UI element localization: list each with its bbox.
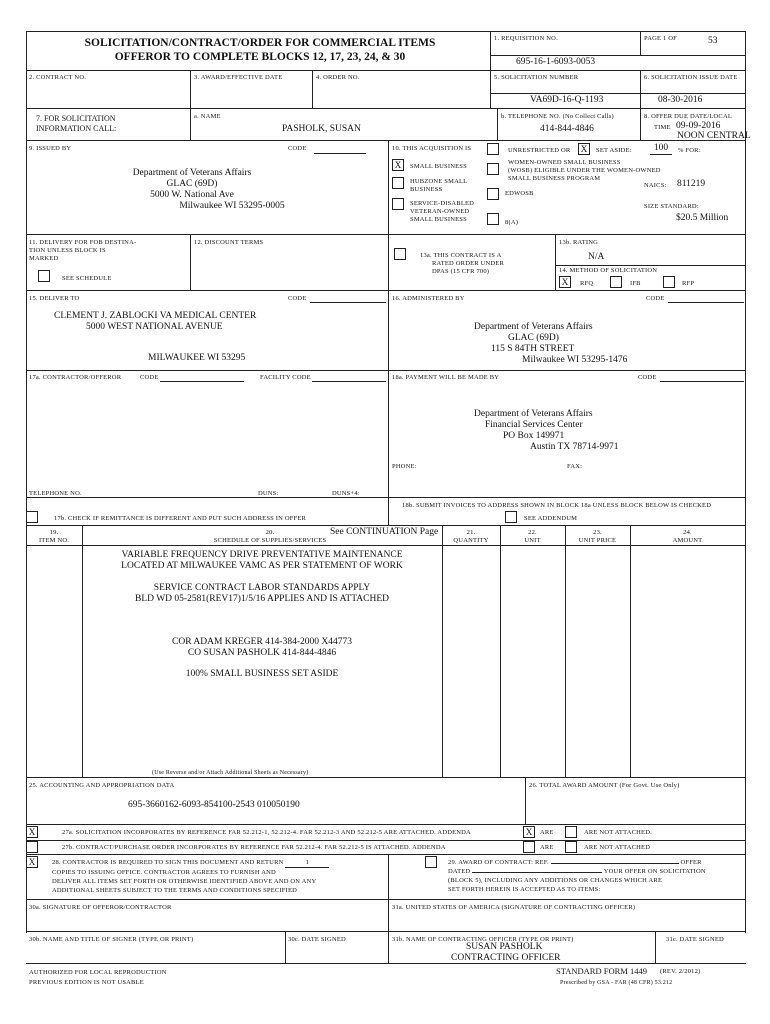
edwosb-checkbox[interactable] bbox=[487, 188, 499, 200]
footer-left bbox=[29, 968, 167, 988]
issued-by-code-label: CODE bbox=[288, 145, 307, 152]
hubzone-label-line1: HUBZONE SMALL bbox=[410, 178, 468, 185]
deliver-to-line2: 5000 WEST NATIONAL AVENUE bbox=[86, 322, 223, 332]
accounting-label: 25. ACCOUNTING AND APPROPRIATION DATA bbox=[29, 782, 175, 789]
payment-line2: Financial Services Center bbox=[485, 420, 583, 430]
wosb-label-line1: WOMEN-OWNED SMALL BUSINESS bbox=[508, 159, 621, 166]
see-addendum-label: SEE ADDENDUM bbox=[524, 515, 578, 522]
clause-27a-are-not-label: ARE NOT ATTACHED. bbox=[584, 829, 652, 836]
form-title-line1: SOLICITATION/CONTRACT/ORDER FOR COMMERCIAL ITEMS bbox=[84, 37, 436, 49]
quantity-header-text: QUANTITY bbox=[453, 537, 489, 544]
clause-28-line1-text: 28. CONTRACTOR IS REQUIRED TO SIGN THIS DOCUMENT AND RETURN bbox=[52, 859, 284, 866]
delivery-fob-label-line2: TION UNLESS BLOCK IS bbox=[29, 247, 106, 254]
clause-28-line2: COPIES TO ISSUING OFFICE. CONTRACTOR AGREES TO FURNISH AND bbox=[52, 869, 276, 876]
solicitation-no-value[interactable]: VA69D-16-Q-1193 bbox=[530, 95, 604, 105]
issue-date-value[interactable]: 08-30-2016 bbox=[658, 95, 703, 105]
set-aside-percent[interactable]: 100 bbox=[650, 143, 672, 155]
schedule-line7: 100% SMALL BUSINESS SET ASIDE bbox=[185, 669, 339, 679]
contractor-code-label: CODE bbox=[140, 374, 159, 381]
rfp-label: RFP bbox=[682, 280, 695, 287]
size-standard-label: SIZE STANDARD: bbox=[644, 203, 699, 210]
hubzone-checkbox[interactable] bbox=[392, 177, 404, 189]
signature-30a-label: 30a. SIGNATURE OF OFFEROR/CONTRACTOR bbox=[29, 904, 172, 911]
discount-terms-label: 12. DISCOUNT TERMS bbox=[194, 239, 264, 246]
deliver-to-line1: CLEMENT J. ZABLOCKI VA MEDICAL CENTER bbox=[54, 311, 257, 321]
contractor-label: 17a. CONTRACTOR/OFFEROR bbox=[29, 374, 122, 381]
award-date-label: 3. AWARD/EFFECTIVE DATE bbox=[194, 74, 283, 81]
deliver-to-line3: MILWAUKEE WI 53295 bbox=[148, 353, 246, 363]
quantity-header bbox=[442, 529, 500, 545]
unrestricted-checkbox[interactable] bbox=[487, 143, 499, 155]
offer-due-date[interactable]: 09-09-2016 bbox=[676, 121, 721, 131]
order-no-label: 4. ORDER NO. bbox=[316, 74, 360, 81]
see-addendum-checkbox[interactable] bbox=[505, 511, 517, 523]
clause-27a-are-checkbox[interactable]: X bbox=[523, 826, 535, 838]
hubzone-label bbox=[410, 178, 467, 194]
schedule-line2: LOCATED AT MILWAUKEE VAMC AS PER STATEMENT OF WORK bbox=[121, 561, 403, 571]
form-revision: (REV. 2/2012) bbox=[660, 968, 701, 975]
form-title bbox=[40, 36, 480, 64]
hubzone-label-line2: BUSINESS bbox=[410, 186, 443, 193]
continuation-page-link[interactable]: See CONTINUATION Page bbox=[330, 527, 439, 537]
unit-header bbox=[500, 529, 565, 545]
unrestricted-label: UNRESTRICTED OR bbox=[508, 147, 571, 154]
rfq-label: RFQ bbox=[580, 280, 594, 287]
contact-name-value[interactable]: PASHOLK, SUSAN bbox=[282, 124, 361, 134]
set-aside-label: SET ASIDE: bbox=[596, 147, 632, 154]
supplies-header-num: 20. bbox=[265, 529, 275, 536]
contract-no-label: 2. CONTRACT NO. bbox=[29, 74, 87, 81]
form-title-line2: OFFEROR TO COMPLETE BLOCKS 12, 17, 23, 24, & 30 bbox=[114, 51, 406, 63]
size-standard-value[interactable]: $20.5 Million bbox=[676, 213, 729, 223]
rated-order-label bbox=[420, 252, 504, 276]
contact-name-label: a. NAME bbox=[194, 113, 221, 120]
payment-line1: Department of Veterans Affairs bbox=[474, 409, 593, 419]
wosb-label-line2: (WOSB) ELIGIBLE UNDER THE WOMEN-OWNED bbox=[508, 167, 661, 174]
clause-28-checkbox[interactable]: X bbox=[26, 856, 38, 868]
facility-code-label: FACILITY CODE bbox=[260, 374, 311, 381]
standard-form-number: STANDARD FORM 1449 bbox=[556, 966, 647, 976]
item-no-header-num: 19. bbox=[49, 529, 59, 536]
clause-29-date-blank[interactable] bbox=[472, 872, 602, 873]
page-total: 53 bbox=[708, 36, 718, 46]
for-info-label-line2: INFORMATION CALL: bbox=[36, 124, 117, 133]
prescribed-by: Prescribed by GSA - FAR (48 CFR) 53.212 bbox=[560, 980, 673, 986]
remittance-label: 17b. CHECK IF REMITTANCE IS DIFFERENT AND PUT SUCH ADDRESS IN OFFER bbox=[54, 515, 307, 522]
unit-price-header bbox=[565, 529, 630, 545]
schedule-line3: SERVICE CONTRACT LABOR STANDARDS APPLY bbox=[153, 583, 371, 593]
edwosb-label: EDWOSB bbox=[505, 190, 534, 197]
see-schedule-checkbox[interactable] bbox=[38, 270, 50, 282]
item-no-header bbox=[26, 529, 82, 545]
officer-31b-title: CONTRACTING OFFICER bbox=[451, 953, 561, 963]
payment-fax-label: FAX: bbox=[567, 463, 583, 470]
rated-order-label-line3: DPAS (15 CFR 700) bbox=[432, 268, 490, 275]
sdvosb-label bbox=[410, 200, 474, 224]
sdvosb-label-line3: SMALL BUSINESS bbox=[410, 216, 467, 223]
sdvosb-label-line1: SERVICE-DISABLED bbox=[410, 200, 475, 207]
ifb-checkbox[interactable] bbox=[610, 276, 622, 288]
clause-29-ref-blank[interactable] bbox=[551, 863, 679, 864]
issued-by-line4: Milwaukee WI 53295-0005 bbox=[179, 201, 285, 211]
clause-29-offer: OFFER bbox=[680, 859, 702, 866]
offer-due-label: 8. OFFER DUE DATE/LOCAL bbox=[644, 113, 733, 120]
sdvosb-label-line2: VETERAN-OWNED bbox=[410, 208, 470, 215]
issued-by-label: 9. ISSUED BY bbox=[29, 145, 72, 152]
eight-a-checkbox[interactable] bbox=[487, 213, 499, 225]
schedule-line4: BLD WD 05-2581(REV17)1/5/16 APPLIES AND IS ATTACHED bbox=[135, 594, 389, 604]
total-award-label: 26. TOTAL AWARD AMOUNT (For Govt. Use Only) bbox=[529, 782, 680, 789]
contractor-telephone-label: TELEPHONE NO. bbox=[29, 490, 82, 497]
clause-29-your-offer: YOUR OFFER ON SOLICITATION bbox=[603, 868, 706, 875]
sdvosb-checkbox[interactable] bbox=[392, 198, 404, 210]
item-no-header-text: ITEM NO. bbox=[38, 537, 70, 544]
clause-27b-are-label: ARE bbox=[540, 844, 554, 851]
offer-due-time-label: TIME bbox=[654, 124, 671, 131]
clause-27b-are-not-checkbox[interactable] bbox=[565, 841, 577, 853]
requisition-value[interactable]: 695-16-1-6093-0053 bbox=[516, 57, 596, 67]
amount-header-num: 24. bbox=[683, 529, 692, 536]
payment-line4: Austin TX 78714-9971 bbox=[530, 442, 619, 452]
clause-28-line3: DELIVER ALL ITEMS SET FORTH OR OTHERWISE IDENTIFIED ABOVE AND ON ANY bbox=[52, 878, 317, 885]
clause-27b-checkbox[interactable] bbox=[26, 841, 38, 853]
wosb-label-line3: SMALL BUSINESS PROGRAM bbox=[508, 175, 601, 182]
ifb-label: IFB bbox=[630, 280, 641, 287]
clause-29-text bbox=[448, 858, 706, 894]
issued-by-address bbox=[60, 168, 360, 212]
schedule-line6: CO SUSAN PASHOLK 414-844-4846 bbox=[187, 648, 337, 658]
page-label: PAGE 1 OF bbox=[644, 35, 677, 42]
footer-left-line2: PREVIOUS EDITION IS NOT USABLE bbox=[29, 979, 144, 986]
clause-28-line1 bbox=[52, 858, 329, 868]
clause-27a-are-not-checkbox[interactable] bbox=[565, 826, 577, 838]
clause-28-text bbox=[52, 858, 329, 895]
phone-label: b. TELEPHONE NO. (No Collect Calls) bbox=[501, 113, 614, 120]
clause-29-line1 bbox=[448, 858, 706, 867]
footer-left-line1: AUTHORIZED FOR LOCAL REPRODUCTION bbox=[29, 969, 167, 976]
rated-order-checkbox[interactable] bbox=[394, 248, 406, 260]
issued-by-line3: 5000 W. National Ave bbox=[150, 190, 234, 200]
solicitation-method-label: 14. METHOD OF SOLICITATION bbox=[559, 267, 658, 274]
offer-due-time[interactable]: NOON CENTRAL bbox=[677, 131, 751, 141]
supplies-header-text: SCHEDULE OF SUPPLIES/SERVICES bbox=[213, 537, 327, 544]
see-schedule-label: SEE SCHEDULE bbox=[62, 275, 112, 282]
clause-27b-label: 27b. CONTRACT/PURCHASE ORDER INCORPORATES BY REFERENCE FAR 52.212-4. FAR 52.212-5 IS ATTACHED. ADDENDA bbox=[62, 844, 446, 851]
clause-29-dated: DATED bbox=[448, 868, 471, 875]
date-31c-label: 31c. DATE SIGNED bbox=[666, 936, 724, 943]
officer-31b-name: SUSAN PASHOLK bbox=[466, 942, 543, 952]
naics-value[interactable]: 811219 bbox=[677, 179, 706, 189]
clause-27a-label: 27a. SOLICITATION INCORPORATES BY REFERENCE FAR 52.212-1, 52.212-4. FAR 52.212-3 AND 52.212-5 ARE ATTACHED. ADDENDA bbox=[62, 829, 471, 836]
requisition-label: 1. REQUISITION NO. bbox=[494, 35, 558, 42]
for-info-label bbox=[36, 114, 116, 134]
clause-29-checkbox[interactable] bbox=[425, 856, 437, 868]
clause-29-line1-text: 29. AWARD OF CONTRACT: REF. bbox=[448, 859, 549, 866]
signer-30b-label: 30b. NAME AND TITLE OF SIGNER (TYPE OR PRINT) bbox=[29, 936, 194, 943]
clause-27b-are-checkbox[interactable] bbox=[523, 841, 535, 853]
quantity-header-num: 21. bbox=[466, 529, 476, 536]
payment-code-label: CODE bbox=[638, 374, 657, 381]
rfq-checkbox[interactable]: X bbox=[559, 276, 571, 288]
small-business-checkbox[interactable]: X bbox=[392, 159, 404, 171]
naics-label: NAICS: bbox=[644, 182, 667, 189]
administered-by-line1: Department of Veterans Affairs bbox=[474, 322, 593, 332]
unit-header-text: UNIT bbox=[524, 537, 541, 544]
amount-header-text: AMOUNT bbox=[672, 537, 703, 544]
rfp-checkbox[interactable] bbox=[663, 276, 675, 288]
deliver-to-label: 15. DELIVER TO bbox=[29, 295, 80, 302]
phone-value[interactable]: 414-844-4846 bbox=[540, 124, 594, 134]
payment-label: 18a. PAYMENT WILL BE MADE BY bbox=[392, 374, 500, 381]
clause-27b-are-not-label: ARE NOT ATTACHED bbox=[584, 844, 651, 851]
officer-31b-label: 31b. NAME OF CONTRACTING OFFICER (TYPE OR PRINT) bbox=[392, 936, 574, 943]
administered-by-line4: Milwaukee WI 53295-1476 bbox=[522, 355, 628, 365]
rated-order-label-line1: 13a. THIS CONTRACT IS A bbox=[420, 252, 502, 259]
wosb-label bbox=[508, 159, 661, 183]
unit-header-num: 22. bbox=[528, 529, 537, 536]
eight-a-label: 8(A) bbox=[505, 219, 519, 226]
small-business-label: SMALL BUSINESS bbox=[410, 163, 467, 170]
amount-header bbox=[630, 529, 745, 545]
submit-invoices-label: 18b. SUBMIT INVOICES TO ADDRESS SHOWN IN BLOCK 18a UNLESS BLOCK BELOW IS CHECKED bbox=[402, 502, 712, 509]
clause-28-copies[interactable]: 1 bbox=[285, 858, 329, 868]
delivery-fob-label-line3: MARKED bbox=[29, 255, 59, 262]
deliver-to-code-label: CODE bbox=[288, 295, 307, 302]
schedule-line5: COR ADAM KREGER 414-384-2000 X44773 bbox=[172, 637, 352, 647]
date-30c-label: 30c. DATE SIGNED bbox=[288, 936, 346, 943]
administered-by-line2: GLAC (69D) bbox=[508, 333, 559, 343]
clause-27a-checkbox[interactable]: X bbox=[26, 826, 38, 838]
issued-by-line1: Department of Veterans Affairs bbox=[132, 168, 252, 178]
rating-label: 13b. RATING bbox=[559, 239, 599, 246]
clause-27a-are-label: ARE bbox=[540, 829, 554, 836]
issued-by-line2: GLAC (69D) bbox=[166, 179, 218, 189]
rating-value[interactable]: N/A bbox=[588, 252, 605, 262]
for-info-label-line1: 7. FOR SOLICITATION bbox=[36, 114, 116, 123]
unit-price-header-num: 23. bbox=[593, 529, 602, 536]
remittance-checkbox[interactable] bbox=[26, 511, 38, 523]
clause-28-line4: ADDITIONAL SHEETS SUBJECT TO THE TERMS AND CONDITIONS SPECIFIED bbox=[52, 887, 298, 894]
percent-for-label: % FOR: bbox=[678, 147, 701, 154]
unit-price-header-text: UNIT PRICE bbox=[578, 537, 617, 544]
supplies-header bbox=[200, 529, 340, 545]
delivery-fob-label bbox=[29, 239, 136, 263]
set-aside-checkbox[interactable]: X bbox=[578, 143, 590, 155]
signature-31a-label: 31a. UNITED STATES OF AMERICA (SIGNATURE OF CONTRACTING OFFICER) bbox=[392, 904, 636, 911]
schedule-line1: VARIABLE FREQUENCY DRIVE PREVENTATIVE MAINTENANCE bbox=[121, 550, 403, 560]
duns4-label: DUNS+4: bbox=[332, 490, 360, 497]
clause-29-line3: (BLOCK 5), INCLUDING ANY ADDITIONS OR CHANGES WHICH ARE bbox=[448, 877, 663, 884]
delivery-fob-label-line1: 11. DELIVERY FOR FOB DESTINA- bbox=[29, 239, 137, 246]
administered-by-label: 16. ADMINISTERED BY bbox=[392, 295, 465, 302]
clause-29-line2 bbox=[448, 867, 706, 876]
payment-phone-label: PHONE: bbox=[392, 463, 417, 470]
accounting-value[interactable]: 695-3660162-6093-854100-2543 010050190 bbox=[128, 800, 300, 810]
administered-by-line3: 115 S 84TH STREET bbox=[491, 344, 575, 354]
reverse-note: (Use Reverse and/or Attach Additional Sheets as Necessary) bbox=[152, 770, 309, 776]
acquisition-label: 10. THIS ACQUISITION IS bbox=[392, 145, 472, 152]
duns-label: DUNS: bbox=[258, 490, 279, 497]
rated-order-label-line2: RATED ORDER UNDER bbox=[432, 260, 505, 267]
payment-line3: PO Box 149971 bbox=[503, 431, 565, 441]
administered-by-code-label: CODE bbox=[646, 295, 665, 302]
issue-date-label: 6. SOLICITATION ISSUE DATE bbox=[644, 74, 738, 81]
clause-29-line4: SET FORTH HEREIN IS ACCEPTED AS TO ITEMS: bbox=[448, 886, 601, 893]
solicitation-no-label: 5. SOLICITATION NUMBER bbox=[494, 74, 579, 81]
wosb-checkbox[interactable] bbox=[487, 163, 499, 175]
